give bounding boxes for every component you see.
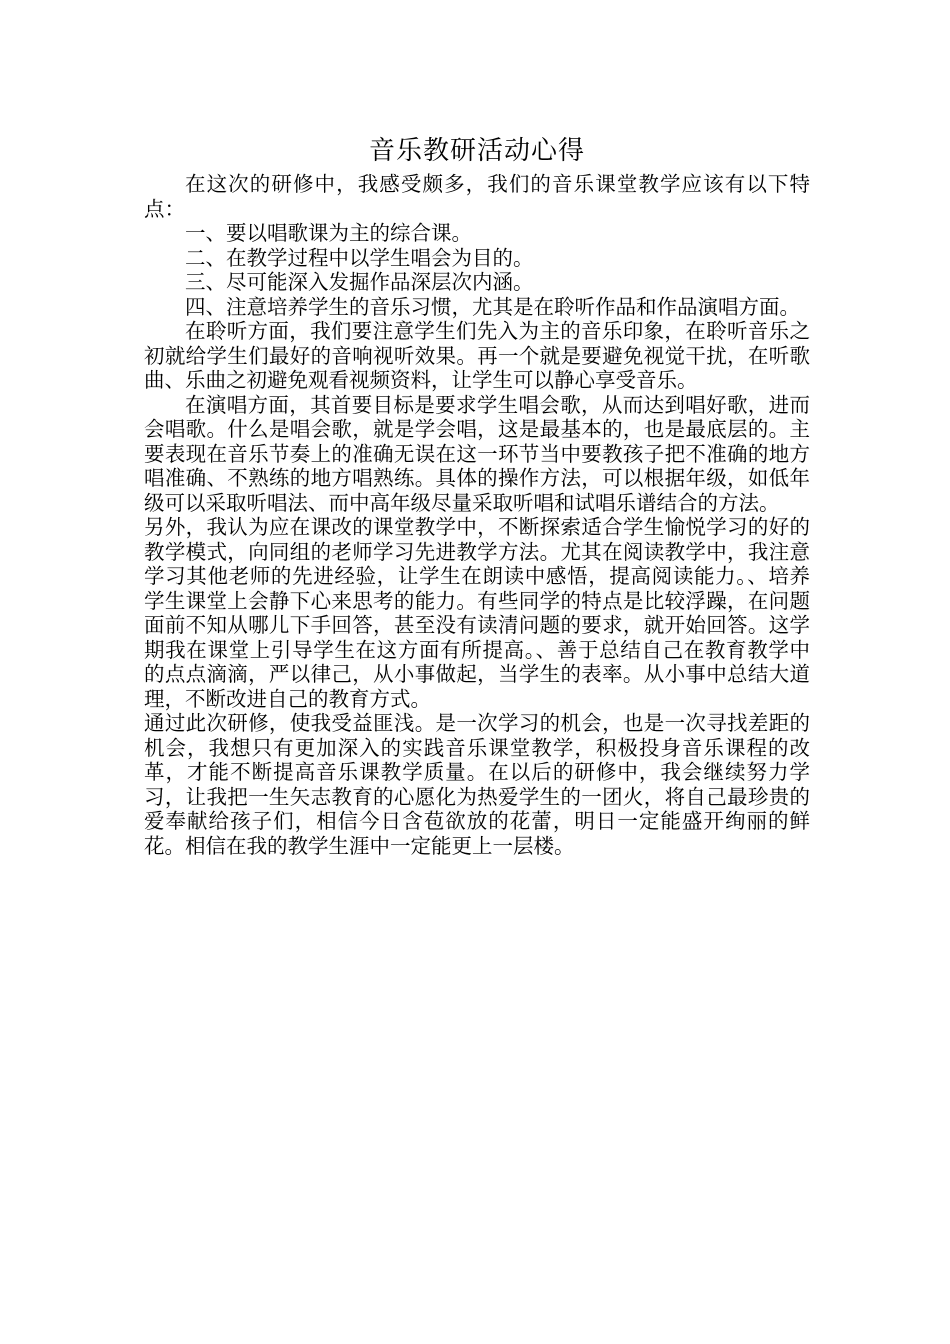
conclusion-paragraph: 通过此次研修，使我受益匪浅。是一次学习的机会，也是一次寻找差距的机会，我想只有更加深入的实践音乐课堂教学，积极投身音乐课程的改革，才能不断提高音乐课教学质量。在以后的研修中，我会继续努力学习，让我把一生矢志教育的心愿化为热爱学生的一团火，将自己最珍贵的爱奉献给孩子们，相信今日含苞欲放的花蕾，明日一定能盛开绚丽的鲜花。相信在我的教学生涯中一定能更上一层楼。 xyxy=(144,711,810,858)
document-page xyxy=(144,133,810,858)
listening-paragraph: 在聆听方面，我们要注意学生们先入为主的音乐印象，在聆听音乐之初就给学生们最好的音响视听效果。再一个就是要避免视觉干扰，在听歌曲、乐曲之初避免观看视频资料，让学生可以静心享受音乐。 xyxy=(144,319,810,392)
intro-paragraph: 在这次的研修中，我感受颇多，我们的音乐课堂教学应该有以下特点： xyxy=(144,172,810,221)
singing-paragraph: 在演唱方面，其首要目标是要求学生唱会歌，从而达到唱好歌，进而会唱歌。什么是唱会歌，就是学会唱，这是最基本的，也是最底层的。主要表现在音乐节奏上的准确无误在这一环节当中要教孩子把不准确的地方唱准确、不熟练的地方唱熟练。具体的操作方法，可以根据年级，如低年级可以采取听唱法、而中高年级尽量采取听唱和试唱乐谱结合的方法。 xyxy=(144,392,810,515)
point-two: 二、在教学过程中以学生唱会为目的。 xyxy=(185,245,534,270)
point-four: 四、注意培养学生的音乐习惯，尤其是在聆听作品和作品演唱方面。 xyxy=(185,294,800,319)
point-one: 一、要以唱歌课为主的综合课。 xyxy=(185,221,472,245)
document-title: 音乐教研活动心得 xyxy=(368,136,585,166)
point-three: 三、尽可能深入发掘作品深层次内涵。 xyxy=(185,270,534,294)
teaching-mode-paragraph: 另外，我认为应在课改的课堂教学中，不断探索适合学生愉悦学习的好的教学模式，向同组的老师学习先进教学方法。尤其在阅读教学中，我注意学习其他老师的先进经验，让学生在朗读中感悟，提高阅读能力。、培养学生课堂上会静下心来思考的能力。有些同学的特点是比较浮躁，在问题面前不知从哪儿下手回答，甚至没有读清问题的要求，就开始回答。这学期我在课堂上引导学生在这方面有所提高。、善于总结自己在教育教学中的点点滴滴，严以律己，从小事做起，当学生的表率。从小事中总结大道理，不断改进自己的教育方式。 xyxy=(144,515,810,711)
